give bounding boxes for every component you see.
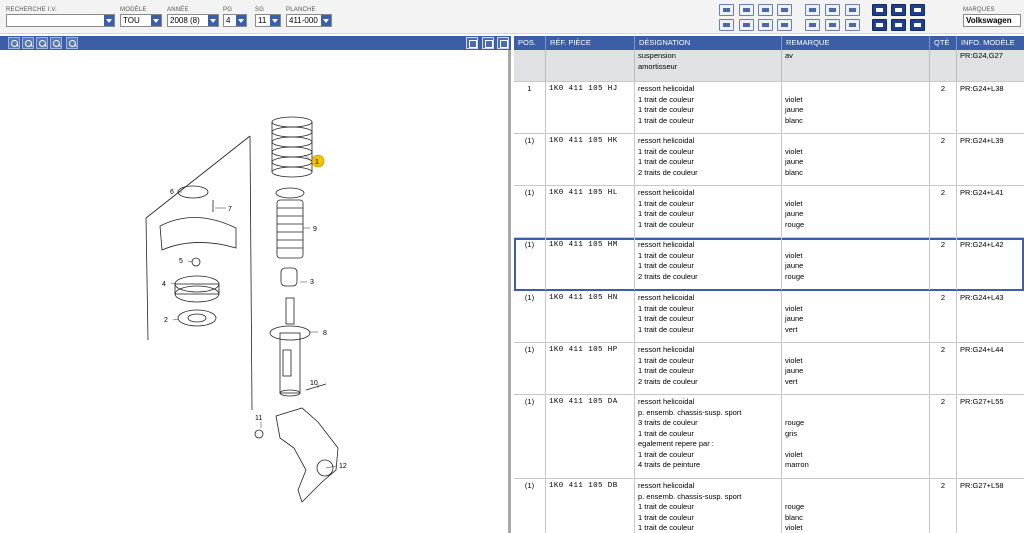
group-rem-cell xyxy=(782,50,930,81)
chevron-down-icon[interactable] xyxy=(151,15,161,26)
table-row[interactable] xyxy=(514,479,1024,533)
pos-cell: (1) xyxy=(514,343,546,394)
des-line: 1 trait de couleur xyxy=(638,250,694,260)
rem-line: blanc xyxy=(785,167,803,177)
zoom-in-icon[interactable] xyxy=(8,37,20,49)
qte-cell: 2 xyxy=(930,479,957,533)
des-cell xyxy=(635,479,782,533)
strut-mount-drawing xyxy=(175,276,219,302)
rem-cell xyxy=(782,134,930,185)
rem-line xyxy=(785,481,929,492)
group-des-line: suspension xyxy=(638,51,676,60)
des-line: 1 trait de couleur xyxy=(638,115,694,125)
des-line: 1 trait de couleur xyxy=(638,428,694,438)
qte-cell: 2 xyxy=(930,343,957,394)
des-cell xyxy=(635,186,782,237)
exploded-parts-diagram xyxy=(0,50,511,533)
parts-table-pane xyxy=(514,36,1024,533)
rem-line: gris xyxy=(785,428,798,438)
rem-line: violet xyxy=(785,523,803,532)
first-page-icon[interactable] xyxy=(872,19,887,31)
callout-2[interactable]: 2 xyxy=(164,317,168,324)
rem-line xyxy=(785,439,929,450)
ref-cell: 1K0 411 105 HM xyxy=(546,238,635,290)
rem-line: violet xyxy=(785,198,803,208)
des-line: 1 trait de couleur xyxy=(638,355,694,365)
des-line: 1 trait de couleur xyxy=(638,105,694,114)
annee-label: ANNÉE xyxy=(167,7,189,13)
diagram-linework xyxy=(146,117,338,502)
planche-value: 411-000 xyxy=(289,16,318,25)
callout-10[interactable]: 10 xyxy=(310,380,318,387)
group-rem-line: av xyxy=(785,51,793,60)
rem-line: violet xyxy=(785,303,803,313)
callout-9[interactable]: 9 xyxy=(313,226,317,233)
group-des-line: amortisseur xyxy=(638,61,678,71)
sg-label: SG xyxy=(255,7,265,13)
des-line: 4 traits de peinture xyxy=(638,460,701,469)
annee-group xyxy=(167,6,219,27)
des-line: 1 trait de couleur xyxy=(638,523,694,532)
rem-cell xyxy=(782,82,930,133)
mount-plate-drawing xyxy=(160,217,236,250)
chevron-down-icon[interactable] xyxy=(236,15,246,26)
rem-line: blanc xyxy=(785,115,803,125)
rem-line: violet xyxy=(785,355,803,365)
info-cell: PR:G24+L42 xyxy=(960,240,1004,249)
pos-cell: (1) xyxy=(514,479,546,533)
info-cell: PR:G24+L41 xyxy=(960,188,1004,197)
rem-line: jaune xyxy=(785,157,804,166)
search-icon[interactable] xyxy=(739,4,754,16)
planche-group xyxy=(286,6,332,27)
rem-line: violet xyxy=(785,250,803,260)
rem-line: blanc xyxy=(785,512,803,522)
sg-select[interactable] xyxy=(255,14,281,27)
des-line: p. ensemb. chassis-susp. sport xyxy=(638,491,742,501)
callout-leaders xyxy=(171,155,336,468)
pin-icon[interactable] xyxy=(872,4,887,16)
info-cell: PR:G24+L44 xyxy=(960,345,1004,354)
info-cell: PR:G24+L39 xyxy=(960,136,1004,145)
des-line: 1 trait de couleur xyxy=(638,502,694,511)
group-ref-cell xyxy=(546,50,635,81)
callout-6[interactable]: 6 xyxy=(170,189,174,196)
rem-cell xyxy=(782,186,930,237)
strut-drawing xyxy=(270,298,310,396)
callout-5[interactable]: 5 xyxy=(179,258,183,265)
grid-icon[interactable] xyxy=(805,19,820,31)
table-row[interactable] xyxy=(514,343,1024,395)
des-line: ressort helicoidal xyxy=(638,84,695,93)
des-cell xyxy=(635,238,782,290)
col-des[interactable]: DÉSIGNATION xyxy=(635,36,782,50)
previous-page-icon[interactable] xyxy=(891,19,906,31)
info-cell: PR:G27+L58 xyxy=(960,481,1004,490)
pg-select[interactable] xyxy=(223,14,247,27)
cap-drawing xyxy=(178,186,208,198)
info-icon[interactable] xyxy=(739,19,754,31)
pos-cell: (1) xyxy=(514,395,546,478)
magnifier-icon[interactable] xyxy=(66,37,78,49)
pos-cell: (1) xyxy=(514,134,546,185)
zoom-area-icon[interactable] xyxy=(50,37,62,49)
knuckle-drawing xyxy=(276,408,338,502)
des-line: 1 trait de couleur xyxy=(638,366,694,375)
des-line: 1 trait de couleur xyxy=(638,157,694,166)
pg-label: PG xyxy=(223,7,233,13)
callout-4[interactable]: 4 xyxy=(162,281,166,288)
qte-cell: 2 xyxy=(930,395,957,478)
des-line: 1 trait de couleur xyxy=(638,198,694,208)
des-line: ressort helicoidal xyxy=(638,481,695,490)
pg-group xyxy=(223,6,247,27)
callout-3[interactable]: 3 xyxy=(310,279,314,286)
des-line: ressort helicoidal xyxy=(638,345,695,354)
planche-label: PLANCHE xyxy=(286,7,316,13)
info-cell: PR:G24+L38 xyxy=(960,84,1004,93)
rem-line: vert xyxy=(785,324,798,334)
des-line: p. ensemb. chassis-susp. sport xyxy=(638,407,742,417)
pg-value: 4 xyxy=(226,16,231,25)
window-icon[interactable] xyxy=(482,37,494,49)
rem-line: violet xyxy=(785,94,803,104)
des-cell xyxy=(635,343,782,394)
sg-value: 11 xyxy=(258,16,267,25)
qte-cell: 2 xyxy=(930,82,957,133)
col-rem[interactable]: REMARQUE xyxy=(782,36,930,50)
pos-cell: (1) xyxy=(514,186,546,237)
des-line: ressort helicoidal xyxy=(638,397,695,406)
ref-cell: 1K0 411 105 DB xyxy=(546,479,635,533)
col-info[interactable]: INFO. MODÈLE xyxy=(961,38,1015,47)
table-header xyxy=(514,36,1024,50)
top-toolbar xyxy=(0,0,1024,34)
chevron-down-icon[interactable] xyxy=(104,15,114,26)
des-line: 2 traits de couleur xyxy=(638,376,698,386)
chevron-down-icon[interactable] xyxy=(321,15,331,26)
rem-line xyxy=(785,408,929,419)
rem-cell xyxy=(782,479,930,533)
des-line: ressort helicoidal xyxy=(638,293,695,302)
last-page-icon[interactable] xyxy=(910,19,925,31)
document-icon[interactable] xyxy=(719,19,734,31)
export-icon[interactable] xyxy=(825,19,840,31)
coil-spring-drawing xyxy=(272,117,312,177)
des-line: egalement repere par : xyxy=(638,439,714,448)
pinch-nut-drawing xyxy=(255,430,263,438)
previous-icon[interactable] xyxy=(891,4,906,16)
qte-cell: 2 xyxy=(930,134,957,185)
bump-stop-drawing xyxy=(281,268,297,286)
des-line: 1 trait de couleur xyxy=(638,261,694,270)
callout-8[interactable]: 8 xyxy=(323,330,327,337)
rem-line xyxy=(785,492,929,503)
rem-line: violet xyxy=(785,146,803,156)
des-line: 1 trait de couleur xyxy=(638,324,694,334)
rem-line xyxy=(785,345,929,356)
dust-boot-drawing xyxy=(276,188,304,258)
rem-cell xyxy=(782,291,930,342)
illustration-toolbar xyxy=(0,36,511,50)
rem-line xyxy=(785,136,929,147)
sg-group xyxy=(255,6,281,27)
recherche-input[interactable] xyxy=(6,14,115,27)
ref-cell: 1K0 411 105 HP xyxy=(546,343,635,394)
annee-select[interactable] xyxy=(167,14,219,27)
des-line: 1 trait de couleur xyxy=(638,94,694,104)
des-line: 1 trait de couleur xyxy=(638,314,694,323)
chevron-down-icon[interactable] xyxy=(270,15,280,26)
rem-line: rouge xyxy=(785,271,805,281)
back-icon[interactable] xyxy=(777,19,792,31)
modele-value: TOU xyxy=(123,16,140,25)
des-line: ressort helicoidal xyxy=(638,188,695,197)
cart-icon[interactable] xyxy=(845,19,860,31)
rem-line: rouge xyxy=(785,418,805,427)
group-pos-cell xyxy=(514,50,546,81)
rem-line: rouge xyxy=(785,219,805,229)
rem-line: jaune xyxy=(785,209,804,218)
marques-value: Volkswagen xyxy=(966,16,1012,25)
ref-cell: 1K0 411 105 HN xyxy=(546,291,635,342)
group-des-cell xyxy=(635,50,782,81)
des-line: 1 trait de couleur xyxy=(638,219,694,229)
table-row[interactable] xyxy=(514,82,1024,134)
rem-line xyxy=(785,188,929,199)
rem-line xyxy=(785,240,929,251)
rem-cell xyxy=(782,395,930,478)
ref-cell: 1K0 411 105 HL xyxy=(546,186,635,237)
callout-11[interactable]: 11 xyxy=(255,415,263,422)
marques-select[interactable] xyxy=(963,14,1021,27)
save-icon[interactable] xyxy=(805,4,820,16)
rem-cell xyxy=(782,238,930,290)
col-ref[interactable]: RÉF. PIÈCE xyxy=(546,36,635,50)
chevron-down-icon[interactable] xyxy=(208,15,218,26)
col-qte[interactable]: QTÉ xyxy=(930,36,957,50)
table-row[interactable] xyxy=(514,134,1024,186)
rem-cell xyxy=(782,343,930,394)
rem-line xyxy=(785,397,929,408)
des-cell xyxy=(635,82,782,133)
cart-add-icon[interactable] xyxy=(845,4,860,16)
des-cell xyxy=(635,291,782,342)
marques-label: MARQUES xyxy=(963,7,995,13)
annee-value: 2008 (8) xyxy=(170,16,200,25)
list-icon[interactable] xyxy=(825,4,840,16)
bearing-drawing xyxy=(178,310,216,326)
des-line: ressort helicoidal xyxy=(638,136,695,145)
callout-12[interactable]: 12 xyxy=(339,463,347,470)
table-row-selected[interactable] xyxy=(514,238,1024,291)
zoom-fit-icon[interactable] xyxy=(36,37,48,49)
callout-1[interactable]: 1 xyxy=(315,159,319,166)
marques-group xyxy=(963,6,1021,27)
rem-line: marron xyxy=(785,460,809,469)
des-line: 1 trait de couleur xyxy=(638,449,694,459)
rem-line xyxy=(785,84,929,95)
des-line: 1 trait de couleur xyxy=(638,512,694,522)
rem-line: vert xyxy=(785,376,798,386)
group-info-line: PR:G24,G27 xyxy=(960,51,1003,60)
ref-cell: 1K0 411 105 HJ xyxy=(546,82,635,133)
history-icon[interactable] xyxy=(777,4,792,16)
des-line: 1 trait de couleur xyxy=(638,146,694,156)
qte-cell: 2 xyxy=(930,186,957,237)
rem-line: jaune xyxy=(785,261,804,270)
rem-line xyxy=(785,293,929,304)
pos-cell: 1 xyxy=(514,82,546,133)
des-line: 2 traits de couleur xyxy=(638,271,698,281)
planche-select[interactable] xyxy=(286,14,332,27)
text-icon[interactable] xyxy=(758,19,773,31)
ref-cell: 1K0 411 105 DA xyxy=(546,395,635,478)
modele-select[interactable] xyxy=(120,14,162,27)
modele-label: MODÈLE xyxy=(120,7,147,13)
ref-cell: 1K0 411 105 HK xyxy=(546,134,635,185)
group-header-row xyxy=(514,50,1024,82)
illustration-pane xyxy=(0,36,511,533)
next-icon[interactable] xyxy=(910,4,925,16)
zoom-out-icon[interactable] xyxy=(22,37,34,49)
table-row[interactable] xyxy=(514,186,1024,238)
pos-cell: (1) xyxy=(514,238,546,290)
print-icon[interactable] xyxy=(719,4,734,16)
qte-cell: 2 xyxy=(930,238,957,290)
qte-cell: 2 xyxy=(930,291,957,342)
table-row[interactable] xyxy=(514,291,1024,343)
rem-line: violet xyxy=(785,449,803,459)
rem-line: jaune xyxy=(785,105,804,114)
des-line: 1 trait de couleur xyxy=(638,209,694,218)
des-line: 2 traits de couleur xyxy=(638,167,698,177)
info-cell: PR:G24+L43 xyxy=(960,293,1004,302)
modele-group xyxy=(120,6,162,27)
des-cell xyxy=(635,395,782,478)
rem-line: jaune xyxy=(785,314,804,323)
nut-drawing xyxy=(192,258,200,266)
callout-7[interactable]: 7 xyxy=(228,206,232,213)
recherche-label: RECHERCHE I.V. xyxy=(6,7,57,13)
pos-cell: (1) xyxy=(514,291,546,342)
des-line: 3 traits de couleur xyxy=(638,418,698,427)
des-line: 1 trait de couleur xyxy=(638,303,694,313)
des-line: ressort helicoidal xyxy=(638,240,695,249)
group-qte-cell xyxy=(930,50,957,81)
table-row[interactable] xyxy=(514,395,1024,479)
info-cell: PR:G27+L55 xyxy=(960,397,1004,406)
fullscreen-icon[interactable] xyxy=(497,37,509,49)
group-info-cell xyxy=(957,50,1024,81)
col-pos[interactable]: POS. xyxy=(514,36,546,50)
rem-line: rouge xyxy=(785,502,805,511)
des-cell xyxy=(635,134,782,185)
split-view-icon[interactable] xyxy=(466,37,478,49)
rem-line: jaune xyxy=(785,366,804,375)
tools-icon[interactable] xyxy=(758,4,773,16)
recherche-group xyxy=(6,6,115,27)
